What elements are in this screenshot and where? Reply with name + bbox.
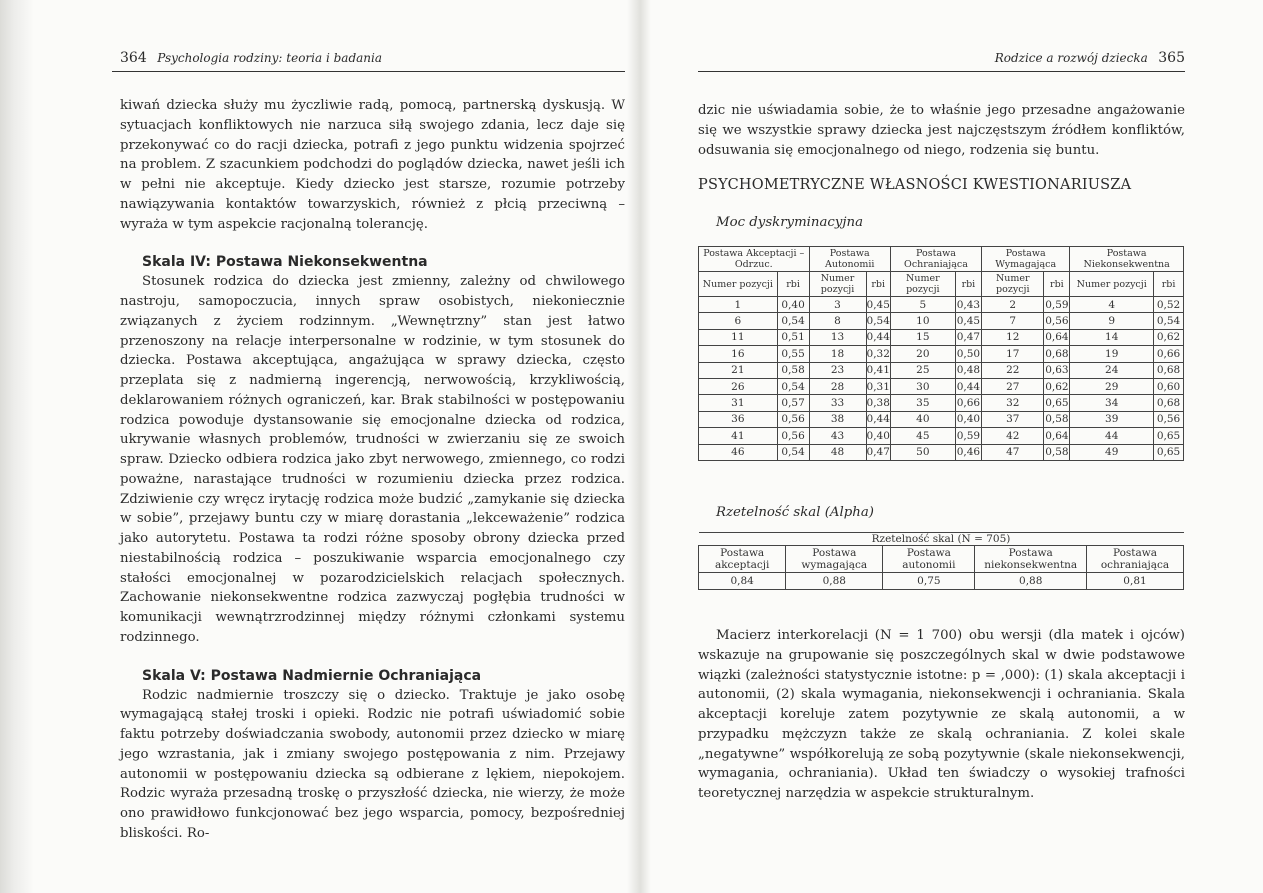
column-header: Postawa autonomii bbox=[883, 546, 975, 573]
table-cell: 27 bbox=[982, 378, 1044, 394]
group-header: Postawa Ochraniająca bbox=[890, 247, 981, 272]
book-spine-shadow bbox=[0, 0, 34, 893]
table-cell: 12 bbox=[982, 329, 1044, 345]
table-cell: 20 bbox=[890, 346, 955, 362]
table-cell: 8 bbox=[809, 313, 866, 329]
table-cell: 15 bbox=[890, 329, 955, 345]
table-cell: 0,66 bbox=[955, 395, 981, 411]
table-cell: 0,52 bbox=[1154, 297, 1184, 313]
table-cell: 0,44 bbox=[866, 329, 890, 345]
table-cell: 25 bbox=[890, 362, 955, 378]
column-header: Postawa wymagająca bbox=[786, 546, 883, 573]
table-cell: 0,88 bbox=[786, 573, 883, 590]
table-row bbox=[699, 313, 1184, 329]
table-cell: 24 bbox=[1070, 362, 1154, 378]
table-row bbox=[699, 573, 1184, 590]
left-body bbox=[120, 96, 625, 844]
table-cell: 37 bbox=[982, 411, 1044, 427]
table-cell: 0,54 bbox=[1154, 313, 1184, 329]
table-cell: 0,59 bbox=[955, 428, 981, 444]
table-cell: 0,46 bbox=[955, 444, 981, 460]
table-cell: 0,56 bbox=[777, 411, 809, 427]
table-cell: 7 bbox=[982, 313, 1044, 329]
table-cell: 0,45 bbox=[866, 297, 890, 313]
table-header-row bbox=[699, 546, 1184, 573]
page-number: 365 bbox=[1158, 50, 1185, 66]
section-heading: PSYCHOMETRYCZNE WŁASNOŚCI KWESTIONARIUSZA bbox=[698, 177, 1132, 193]
paragraph: Rodzic nadmiernie troszczy się o dziecko. Traktuje je jako osobę wymagającą stałej troski i opieki. Rodzic nie potrafi uświadomić sobie faktu potrzeby doświadczania swobody, autonomii przez dziecko w miarę jego wzrastania, jak i zmiany swojego postępowania z nim. Przejawy autonomii w postępowaniu dziecka są odbierane z lękiem, niepokojem. Rodzic wyraża przesadną troskę o przyszłość dziecka, nie wierzy, że może ono prawidłowo funkcjonować bez jego wsparcia, pomocy, bezpośredniej bliskości. Ro- bbox=[120, 687, 625, 841]
section-heading-block bbox=[698, 176, 1185, 196]
right-body-top bbox=[698, 101, 1185, 160]
paragraph: Macierz interkorelacji (N = 1 700) obu wersji (dla matek i ojców) wskazuje na grupowanie się poszczególnych skal w dwie podstawowe wiązki (zależności statystycznie istotne: p = ,000): (1) skala akceptacji i autonomii, (2) skala wymagania, niekonsekwencji i ochraniania. Skala akceptacji koreluje zatem pozytywnie ze skalą autonomii, a w przypadku mężczyzn także ze skalą ochraniania. Z kolei skale „negatywne” współkorelują ze sobą pozytywnie (skale niekonsekwencji, wymagania, ochraniania). Układ ten świadczy o wysokiej trafności teoretycznej narzędzia w aspekcie strukturalnym. bbox=[698, 628, 1185, 801]
table-cell: 47 bbox=[982, 444, 1044, 460]
column-header-rbi: rbi bbox=[777, 272, 809, 297]
table-cell: 0,50 bbox=[955, 346, 981, 362]
table-cell: 0,57 bbox=[777, 395, 809, 411]
table-row bbox=[699, 444, 1184, 460]
group-header: Postawa Wymagająca bbox=[982, 247, 1070, 272]
column-header-number: Numer pozycji bbox=[890, 272, 955, 297]
table-cell: 0,60 bbox=[1154, 378, 1184, 394]
table-group-header bbox=[699, 247, 1184, 272]
table-row bbox=[699, 329, 1184, 345]
table-cell: 0,41 bbox=[866, 362, 890, 378]
right-body-bottom bbox=[698, 626, 1185, 804]
table-cell: 0,65 bbox=[1154, 428, 1184, 444]
table-cell: 0,51 bbox=[777, 329, 809, 345]
group-header: Postawa Niekonsekwentna bbox=[1070, 247, 1184, 272]
table-row bbox=[699, 362, 1184, 378]
table-cell: 0,40 bbox=[866, 428, 890, 444]
table-cell: 0,56 bbox=[1154, 411, 1184, 427]
column-header-number: Numer pozycji bbox=[982, 272, 1044, 297]
table-cell: 49 bbox=[1070, 444, 1154, 460]
table-cell: 0,54 bbox=[777, 378, 809, 394]
table-cell: 11 bbox=[699, 329, 778, 345]
table-cell: 0,31 bbox=[866, 378, 890, 394]
column-header-number: Numer pozycji bbox=[1070, 272, 1154, 297]
table-cell: 0,62 bbox=[1044, 378, 1070, 394]
table-cell: 0,66 bbox=[1154, 346, 1184, 362]
table-cell: 26 bbox=[699, 378, 778, 394]
table-cell: 29 bbox=[1070, 378, 1154, 394]
table-cell: 5 bbox=[890, 297, 955, 313]
paragraph: Stosunek rodzica do dziecka jest zmienny, zależny od chwilowego nastroju, samopoczucia, innych spraw osobistych, niekoniecznie związanych z życiem rodzinnym. „Wewnętrzny” stan jest łatwo przenoszony na relacje interpersonalne w rodzinie, w tym stosunek do dziecka. Postawa akceptująca, angażująca w sprawy dziecka, często przeplata się z nadmierną ingerencją, nerwowością, krzykliwością, deklarowaniem różnych ograniczeń, kar. Brak stabilności w postępowaniu rodzica powoduje dystansowanie się emocjonalne dziecka od rodzica, ukrywanie własnych problemów, trudności w zwierzaniu się ze swoich spraw. Dziecko odbiera rodzica jako zbyt nerwowego, zmiennego, co rodzi poważne, narastające trudności w rozumieniu dziecka przez rodzica. Zdziwienie czy wręcz irytację rodzica może budzić „zamykanie się dziecka w sobie”, przejawy buntu czy w miarę dorastania „lekceważenie” rodzica jako autorytetu. Postawa ta rodzi różne sposoby obrony dziecka przed niestabilnością rodzica – poszukiwanie wsparcia emocjonalnego czy stałości emocjonalnej w pozarodzicielskich relacjach społecznych. Zachowanie niekonsekwentne rodzica zazwyczaj pogłębia trudności w komunikacji wewnątrzrodzinnej między różnymi członkami systemu rodzinnego. bbox=[120, 274, 625, 645]
column-header-number: Numer pozycji bbox=[699, 272, 778, 297]
column-header-rbi: rbi bbox=[955, 272, 981, 297]
table-cell: 0,63 bbox=[1044, 362, 1070, 378]
table-cell: 0,84 bbox=[699, 573, 786, 590]
table-cell: 30 bbox=[890, 378, 955, 394]
subheading-block bbox=[698, 213, 1185, 233]
subheading-block bbox=[698, 503, 1185, 523]
table-cell: 0,56 bbox=[1044, 313, 1070, 329]
table-cell: 39 bbox=[1070, 411, 1154, 427]
right-page-header bbox=[698, 50, 1185, 70]
header-rule bbox=[112, 71, 625, 72]
table-cell: 0,56 bbox=[777, 428, 809, 444]
table-title: Rzetelność skal (N = 705) bbox=[699, 533, 1184, 546]
column-header: Postawa akceptacji bbox=[699, 546, 786, 573]
running-title: Rodzice a rozwój dziecka bbox=[994, 51, 1148, 65]
table-cell: 0,58 bbox=[777, 362, 809, 378]
column-header: Postawa ochraniająca bbox=[1086, 546, 1183, 573]
paragraph: kiwań dziecka służy mu życzliwie radą, pomocą, partnerską dyskusją. W sytuacjach konfliktowych nie narzuca siłą swojego zdania, lecz daje się przekonywać co do racji dziecka, potrafi z jego punktu widzenia spojrzeć na problem. Z szacunkiem podchodzi do poglądów dziecka, nawet jeśli ich w pełni nie akceptuje. Kiedy dziecko jest starsze, rozumie potrzeby nawiązywania kontaktów towarzyskich, również z płcią przeciwną – wyraża w tym aspekcie racjonalną tolerancję. bbox=[120, 98, 625, 232]
section-heading: Skala V: Postawa Nadmiernie Ochraniająca bbox=[142, 667, 482, 684]
table-cell: 46 bbox=[699, 444, 778, 460]
table-cell: 6 bbox=[699, 313, 778, 329]
table-cell: 22 bbox=[982, 362, 1044, 378]
table-cell: 0,59 bbox=[1044, 297, 1070, 313]
subheading: Rzetelność skal (Alpha) bbox=[716, 505, 874, 520]
table-cell: 2 bbox=[982, 297, 1044, 313]
table-cell: 19 bbox=[1070, 346, 1154, 362]
table-cell: 43 bbox=[809, 428, 866, 444]
group-header: Postawa Akceptacji – Odrzuc. bbox=[699, 247, 810, 272]
table-cell: 0,54 bbox=[777, 313, 809, 329]
table-cell: 0,64 bbox=[1044, 329, 1070, 345]
table-cell: 0,40 bbox=[777, 297, 809, 313]
table-cell: 10 bbox=[890, 313, 955, 329]
header-rule bbox=[698, 71, 1185, 72]
table-cell: 0,64 bbox=[1044, 428, 1070, 444]
column-header-rbi: rbi bbox=[1044, 272, 1070, 297]
table-cell: 0,58 bbox=[1044, 444, 1070, 460]
table-cell: 0,68 bbox=[1044, 346, 1070, 362]
table-cell: 23 bbox=[809, 362, 866, 378]
table-cell: 0,75 bbox=[883, 573, 975, 590]
table-cell: 42 bbox=[982, 428, 1044, 444]
table-cell: 0,40 bbox=[955, 411, 981, 427]
table-cell: 0,45 bbox=[955, 313, 981, 329]
table-cell: 50 bbox=[890, 444, 955, 460]
column-header-number: Numer pozycji bbox=[809, 272, 866, 297]
table-body bbox=[699, 297, 1184, 461]
table-cell: 0,48 bbox=[955, 362, 981, 378]
table-cell: 32 bbox=[982, 395, 1044, 411]
table-row bbox=[699, 428, 1184, 444]
table-row bbox=[699, 297, 1184, 313]
table-cell: 16 bbox=[699, 346, 778, 362]
table-cell: 40 bbox=[890, 411, 955, 427]
column-header: Postawa niekonsekwentna bbox=[975, 546, 1087, 573]
running-title: Psychologia rodziny: teoria i badania bbox=[157, 51, 383, 65]
left-page-header bbox=[120, 50, 625, 70]
table-column-header bbox=[699, 272, 1184, 297]
left-page bbox=[120, 0, 625, 893]
table-cell: 18 bbox=[809, 346, 866, 362]
table-cell: 13 bbox=[809, 329, 866, 345]
table-cell: 0,32 bbox=[866, 346, 890, 362]
table-cell: 17 bbox=[982, 346, 1044, 362]
reliability-table bbox=[698, 532, 1184, 590]
table-cell: 44 bbox=[1070, 428, 1154, 444]
discrimination-table bbox=[698, 246, 1184, 461]
section-heading: Skala IV: Postawa Niekonsekwentna bbox=[142, 254, 428, 271]
table-cell: 0,54 bbox=[777, 444, 809, 460]
group-header: Postawa Autonomii bbox=[809, 247, 890, 272]
column-header-rbi: rbi bbox=[1154, 272, 1184, 297]
page-number: 364 bbox=[120, 50, 147, 66]
table-cell: 14 bbox=[1070, 329, 1154, 345]
table-cell: 0,54 bbox=[866, 313, 890, 329]
table-row bbox=[699, 411, 1184, 427]
table-cell: 0,65 bbox=[1044, 395, 1070, 411]
table-cell: 4 bbox=[1070, 297, 1154, 313]
table-cell: 0,65 bbox=[1154, 444, 1184, 460]
book-gutter bbox=[627, 0, 651, 893]
table-cell: 38 bbox=[809, 411, 866, 427]
table-cell: 0,47 bbox=[955, 329, 981, 345]
table-cell: 35 bbox=[890, 395, 955, 411]
table-cell: 0,88 bbox=[975, 573, 1087, 590]
table-row bbox=[699, 346, 1184, 362]
table-cell: 0,44 bbox=[955, 378, 981, 394]
table-cell: 34 bbox=[1070, 395, 1154, 411]
table-cell: 48 bbox=[809, 444, 866, 460]
table-cell: 0,47 bbox=[866, 444, 890, 460]
table-cell: 0,58 bbox=[1044, 411, 1070, 427]
table-cell: 0,43 bbox=[955, 297, 981, 313]
table-cell: 0,68 bbox=[1154, 362, 1184, 378]
table-cell: 0,62 bbox=[1154, 329, 1184, 345]
table-cell: 41 bbox=[699, 428, 778, 444]
paragraph: dzic nie uświadamia sobie, że to właśnie jego przesadne angażowanie się we wszystkie sprawy dziecka jest najczęstszym źródłem konfliktów, odsuwania się emocjonalnego od niego, rodzenia się buntu. bbox=[698, 103, 1185, 158]
table-cell: 45 bbox=[890, 428, 955, 444]
table-cell: 21 bbox=[699, 362, 778, 378]
table-cell: 33 bbox=[809, 395, 866, 411]
table-cell: 0,68 bbox=[1154, 395, 1184, 411]
table-cell: 28 bbox=[809, 378, 866, 394]
column-header-rbi: rbi bbox=[866, 272, 890, 297]
table-row bbox=[699, 395, 1184, 411]
table-cell: 9 bbox=[1070, 313, 1154, 329]
table-cell: 1 bbox=[699, 297, 778, 313]
subheading: Moc dyskryminacyjna bbox=[716, 215, 863, 230]
table-cell: 3 bbox=[809, 297, 866, 313]
table-cell: 0,38 bbox=[866, 395, 890, 411]
table-cell: 0,81 bbox=[1086, 573, 1183, 590]
right-page bbox=[698, 0, 1185, 893]
table-cell: 36 bbox=[699, 411, 778, 427]
table-row bbox=[699, 378, 1184, 394]
table-cell: 0,44 bbox=[866, 411, 890, 427]
table-title-row bbox=[699, 533, 1184, 546]
table-cell: 0,55 bbox=[777, 346, 809, 362]
table-cell: 31 bbox=[699, 395, 778, 411]
